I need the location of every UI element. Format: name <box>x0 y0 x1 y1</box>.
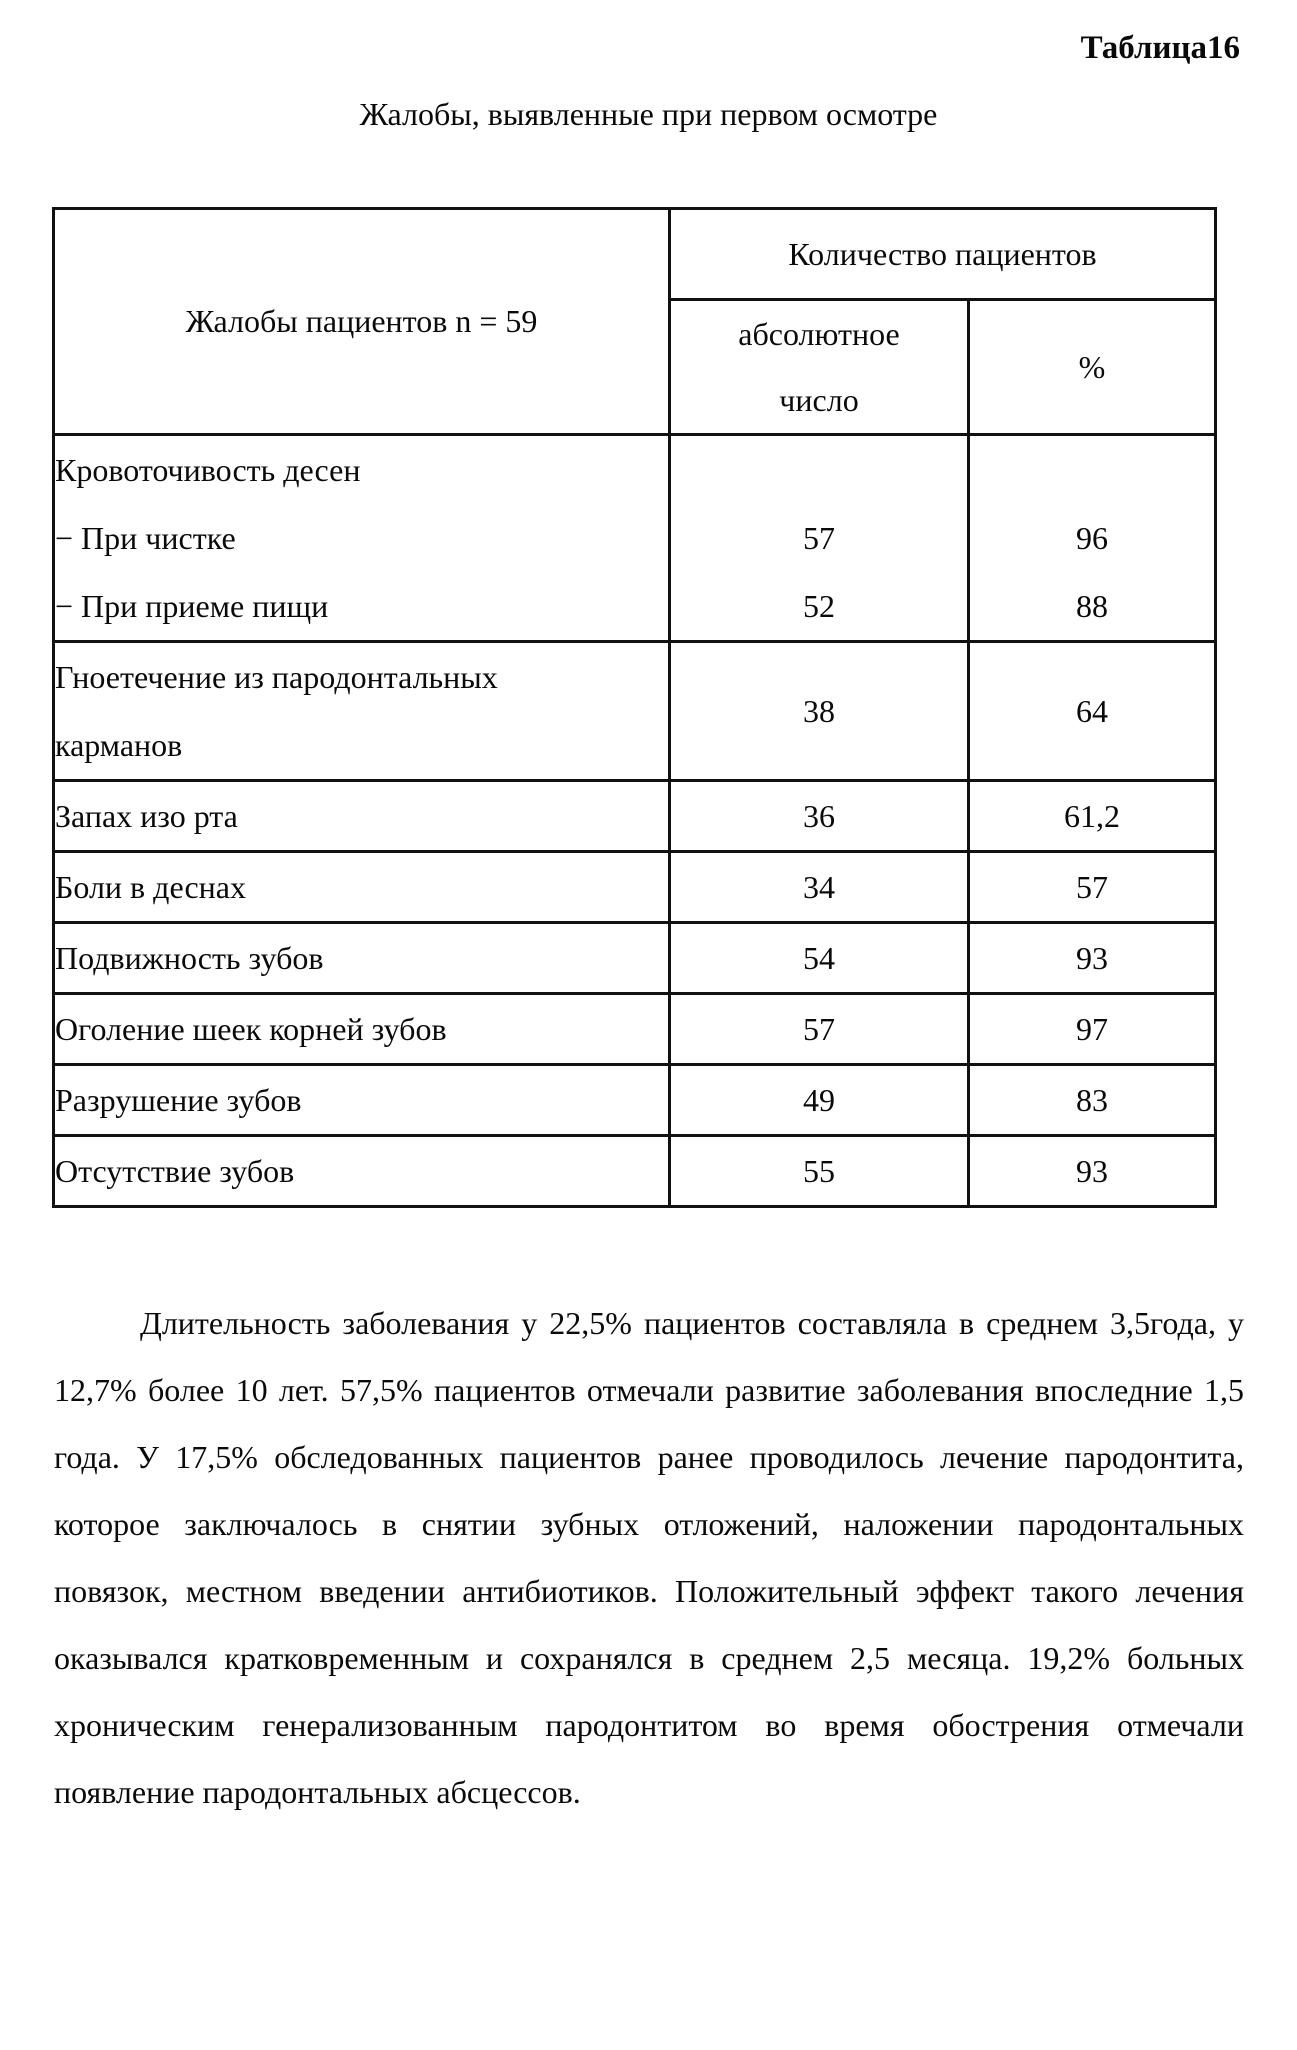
table-row <box>54 852 1216 923</box>
table-title: Жалобы, выявленные при первом осмотре <box>359 96 938 132</box>
row-pct-value: 83 <box>969 1065 1216 1136</box>
table-row <box>54 1065 1216 1136</box>
complaints-table <box>52 207 1217 1208</box>
row-abs-value: 57 <box>803 520 835 556</box>
row-name: Подвижность зубов <box>54 923 670 994</box>
header-patient-count: Количество пациентов <box>670 209 1216 300</box>
row-pct-value: 57 <box>969 852 1216 923</box>
row-abs-value: 54 <box>670 923 969 994</box>
table-row <box>54 642 1216 781</box>
row-name: Отсутствие зубов <box>54 1136 670 1207</box>
header-absolute-line1: абсолютное <box>738 316 900 352</box>
header-percent: % <box>969 300 1216 435</box>
row-name: Разрушение зубов <box>54 1065 670 1136</box>
row-name: Запах изо рта <box>54 781 670 852</box>
table-number-label: Таблица16 <box>1080 30 1240 66</box>
row-pct-value: 97 <box>969 994 1216 1065</box>
row-abs-value: 36 <box>670 781 969 852</box>
row-abs-value: 57 <box>670 994 969 1065</box>
table-row <box>54 1136 1216 1207</box>
row-pct-value: 61,2 <box>969 781 1216 852</box>
row-abs-value: 55 <box>670 1136 969 1207</box>
header-absolute <box>670 300 969 435</box>
row-pct-value: 64 <box>969 642 1216 781</box>
row-pct-value: 88 <box>1076 588 1108 624</box>
row-sub-label: − При приеме пищи <box>55 588 329 624</box>
row-name-line1: Гноетечение из пародонтальных <box>55 659 498 695</box>
table-row <box>54 781 1216 852</box>
row-sub-label: − При чистке <box>55 520 236 556</box>
row-name-cell <box>54 435 670 642</box>
row-pct-value: 93 <box>969 1136 1216 1207</box>
row-abs-value: 38 <box>670 642 969 781</box>
row-name-cell <box>54 642 670 781</box>
row-pct-cell <box>969 435 1216 642</box>
row-name: Кровоточивость десен <box>55 452 361 488</box>
row-name: Боли в деснах <box>54 852 670 923</box>
header-complaints: Жалобы пациентов n = 59 <box>54 209 670 435</box>
row-name-line2: карманов <box>55 727 183 763</box>
body-paragraph: Длительность заболевания у 22,5% пациентов составляла в среднем 3,5года, у 12,7% более 10 лет. 57,5% пациентов отмечали развитие заболевания впоследние 1,5 года. У 17,5% обследованных пациентов ранее проводилось лечение пародонтита, которое заключалось в снятии зубных отложений, наложении пародонтальных повязок, местном введении антибиотиков. Положительный эффект такого лечения оказывался кратковременным и сохранялся в среднем 2,5 месяца. 19,2% больных хроническим генерализованным пародонтитом во время обострения отмечали появление пародонтальных абсцессов. <box>54 1305 1244 1810</box>
table-header-row <box>54 209 1216 300</box>
row-abs-value: 34 <box>670 852 969 923</box>
table-row <box>54 435 1216 642</box>
row-pct-value: 96 <box>1076 520 1108 556</box>
row-name: Оголение шеек корней зубов <box>54 994 670 1065</box>
row-abs-cell <box>670 435 969 642</box>
row-pct-value: 93 <box>969 923 1216 994</box>
table-row <box>54 994 1216 1065</box>
header-absolute-line2: число <box>779 382 859 418</box>
row-abs-value: 49 <box>670 1065 969 1136</box>
table-row <box>54 923 1216 994</box>
row-abs-value: 52 <box>803 588 835 624</box>
